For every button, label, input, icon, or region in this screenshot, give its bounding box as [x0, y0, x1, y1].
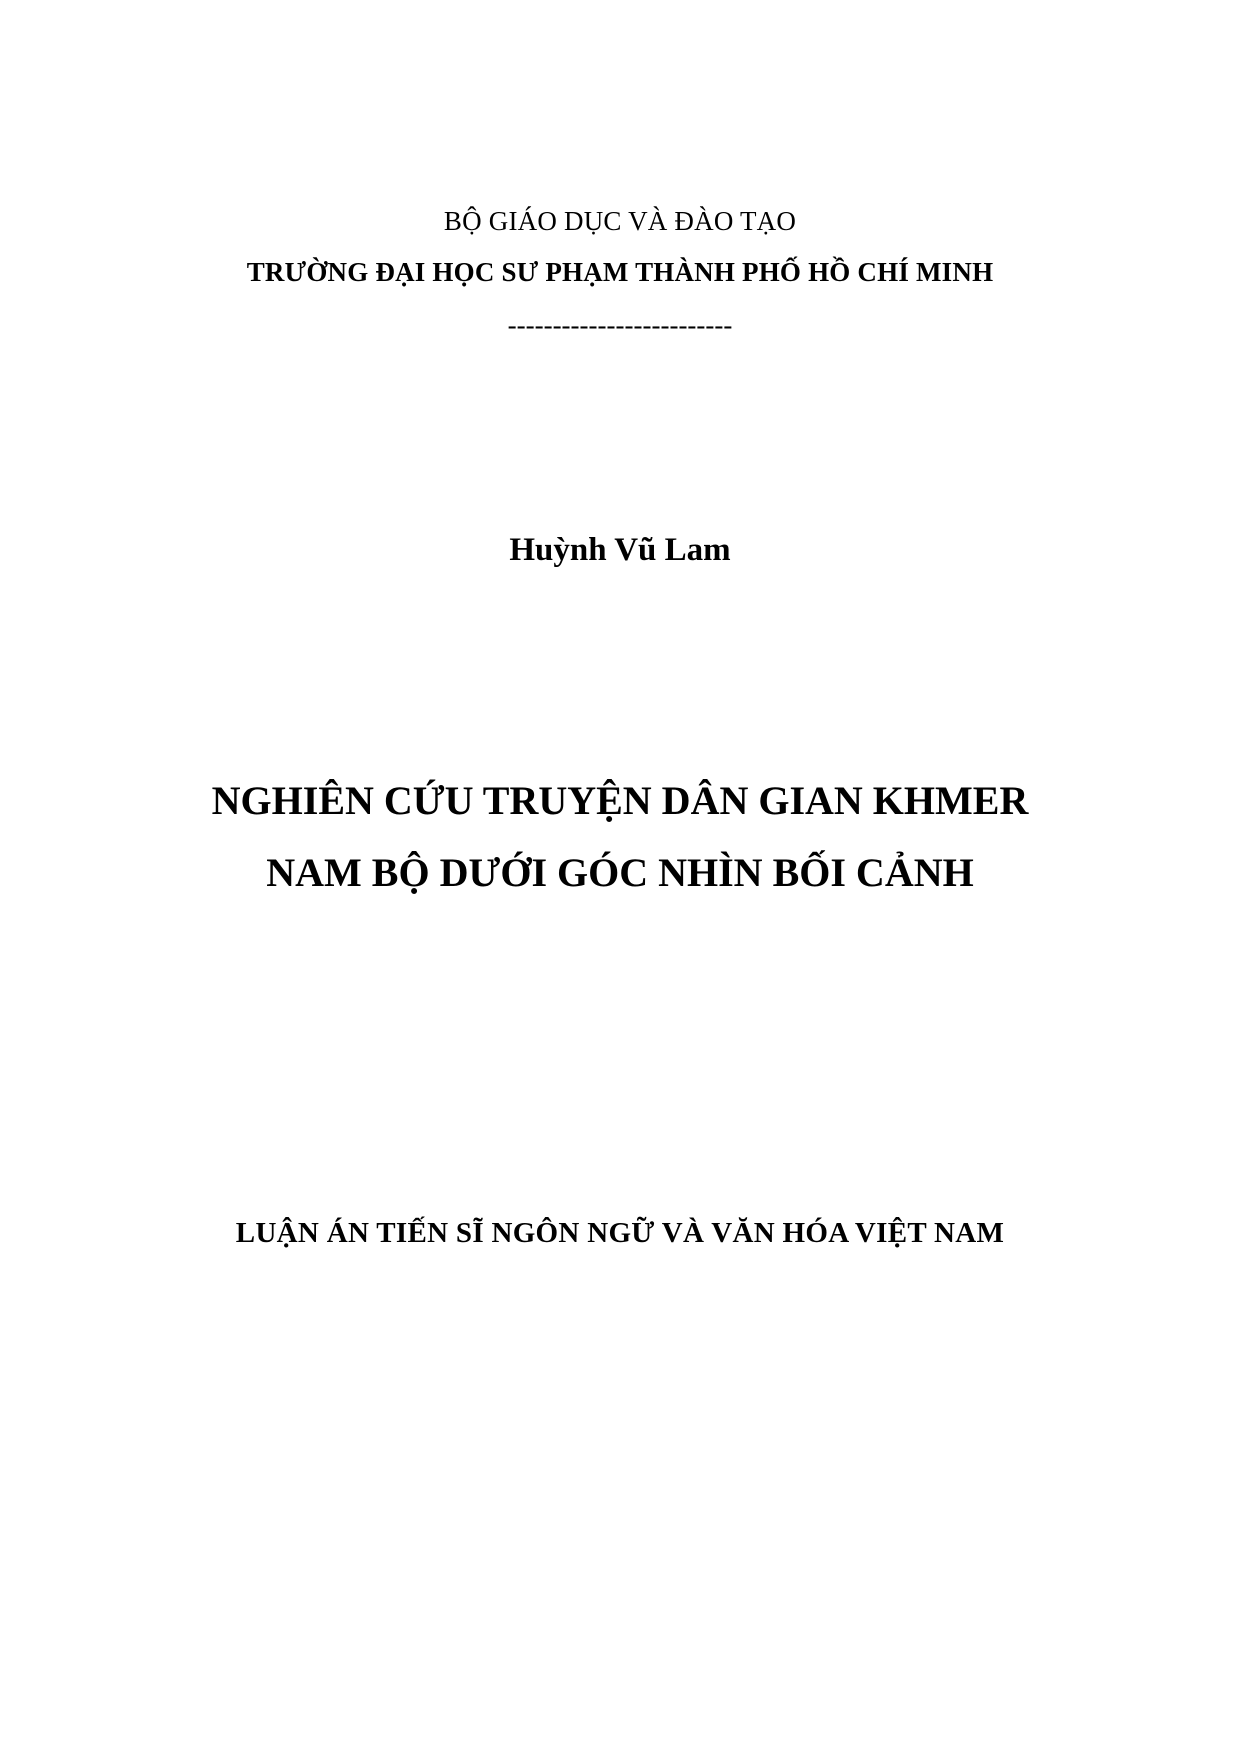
degree-type: LUẬN ÁN TIẾN SĨ NGÔN NGỮ VÀ VĂN HÓA VIỆT NAM	[235, 1217, 1005, 1249]
author-name: Huỳnh Vũ Lam	[509, 532, 731, 568]
header-divider: -------------------------	[507, 310, 733, 340]
thesis-title-line-1: NGHIÊN CỨU TRUYỆN DÂN GIAN KHMER	[211, 778, 1029, 823]
thesis-title-line-2: NAM BỘ DƯỚI GÓC NHÌN BỐI CẢNH	[266, 850, 974, 895]
ministry-name: BỘ GIÁO DỤC VÀ ĐÀO TẠO	[443, 206, 797, 236]
university-name: TRƯỜNG ĐẠI HỌC SƯ PHẠM THÀNH PHỐ HỒ CHÍ MINH	[246, 257, 994, 287]
thesis-title	[0, 765, 1240, 909]
